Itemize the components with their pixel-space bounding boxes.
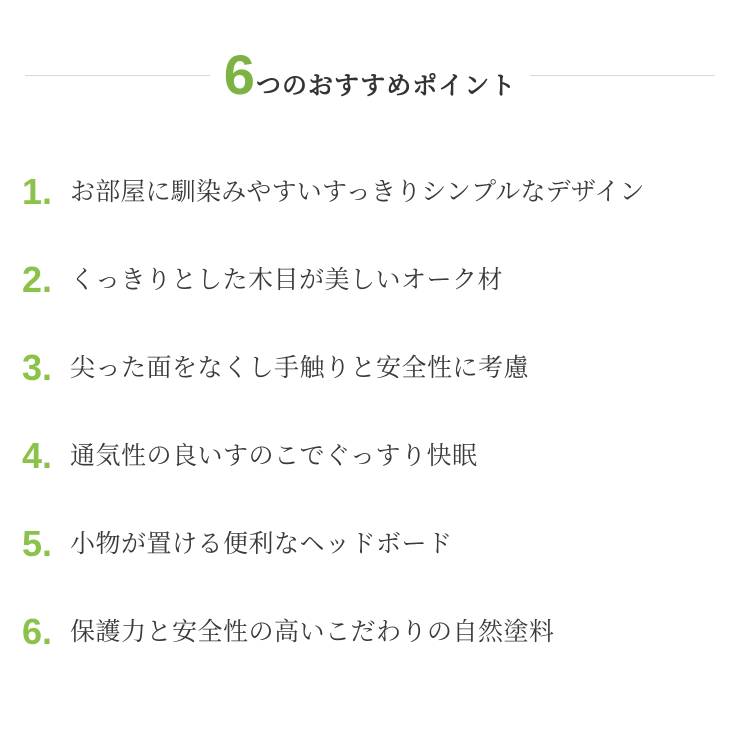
list-item [0,412,740,500]
list-item-number: 3. [22,347,53,388]
page-title-number: 6 [223,43,254,106]
list-item-label: 尖った面をなくし手触りと安全性に考慮 [70,353,530,382]
list-item [0,148,740,236]
list-item-number: 6. [22,611,53,652]
list-item-label: 通気性の良いすのこでぐっすり快眠 [70,441,478,470]
list-item [0,588,740,676]
page-title-text: つのおすすめポイント [255,72,517,100]
points-list [0,148,740,676]
list-item-number: 1. [22,171,53,212]
list-item-number: 2. [22,259,53,300]
header-divider-left [25,75,210,76]
list-item-label: くっきりとした木目が美しいオーク材 [70,265,504,294]
list-item-number: 4. [22,435,53,476]
list-item [0,500,740,588]
page-title [210,43,530,106]
list-item-number: 5. [22,523,53,564]
list-item [0,324,740,412]
header-divider-right [530,75,715,76]
page-header [0,44,740,106]
list-item-label: お部屋に馴染みやすいすっきりシンプルなデザイン [70,177,645,206]
list-item-label: 小物が置ける便利なヘッドボード [70,529,453,558]
list-item [0,236,740,324]
list-item-label: 保護力と安全性の高いこだわりの自然塗料 [70,617,555,646]
